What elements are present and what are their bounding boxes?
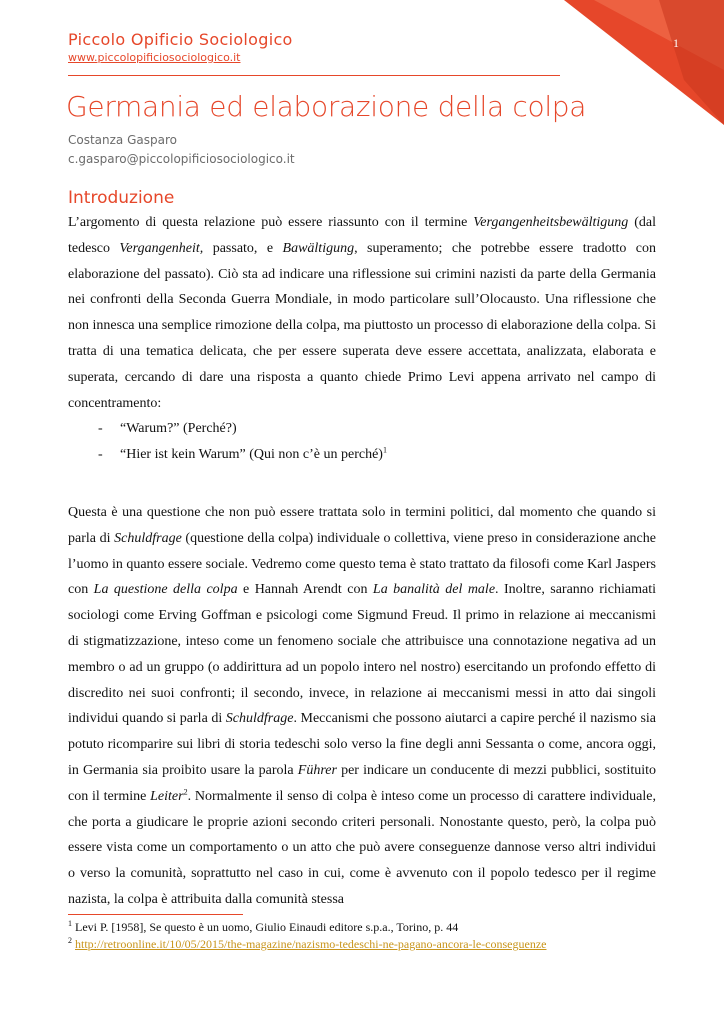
- italic-term: La questione della colpa: [93, 582, 238, 598]
- quote-list: [68, 416, 656, 468]
- italic-term: Schuldfrage: [114, 530, 182, 546]
- italic-term: Schuldfrage: [225, 711, 294, 727]
- italic-term: Vergangenheit,: [119, 240, 204, 256]
- footnote-text: Levi P. [1958], Se questo è un uomo, Giulio Einaudi editore s.p.a., Torino, p. 44: [72, 920, 459, 934]
- text-run: e Hannah Arendt con: [237, 582, 373, 598]
- list-dash: -: [98, 447, 103, 463]
- footnote-2: [68, 936, 656, 953]
- body-paragraph: [68, 500, 656, 913]
- footnote-ref[interactable]: 2: [183, 787, 188, 797]
- paragraph-gap: [68, 468, 656, 500]
- text-run: L’argomento di questa relazione può essere riassunto con il termine: [68, 215, 474, 230]
- text-run: (questione della colpa) individuale o collettiva, viene preso in considerazione anche l’uomo in quanto essere sociale. Vedremo come questo tema è stato trattato da filosofi come Karl Jaspers con: [68, 530, 656, 598]
- brand-url-link[interactable]: www.piccolopificiosociologico.it: [68, 51, 241, 64]
- footnotes: [68, 919, 656, 953]
- author-name: Costanza Gasparo: [68, 133, 177, 147]
- text-run: . Meccanismi che possono aiutarci a capire perché il nazismo sia potuto ricomparire sui libri di storia tedeschi solo verso la fine degli anni Sessanta o come, ancora oggi, in Germania sia proibito usare la parola: [68, 711, 656, 778]
- body-text: [68, 210, 656, 913]
- footnote-1: [68, 919, 656, 936]
- footnote-divider: [68, 914, 243, 915]
- list-item: [68, 416, 656, 442]
- list-item: [68, 442, 656, 468]
- text-run: (dal tedesco: [68, 215, 656, 256]
- footnote-ref[interactable]: 1: [382, 445, 387, 455]
- section-heading: Introduzione: [68, 188, 175, 208]
- page-number: 1: [673, 36, 679, 50]
- italic-term: Vergangenheitsbewältigung: [473, 215, 629, 230]
- header-divider: [68, 75, 560, 76]
- italic-term: Bawältigung: [282, 240, 355, 256]
- footnote-number: 1: [68, 919, 72, 928]
- intro-paragraph: [68, 210, 656, 416]
- list-dash: -: [98, 421, 103, 437]
- text-run: . Normalmente il senso di colpa è inteso come un processo di carattere individuale, che porta a giudicare le proprie azioni secondo criteri personali. Nonostante questo, però, la colpa può essere vista come un comportamento o un atto che può avere conseguenze dannose verso altri individui o verso la comunità, soprattutto nel caso in cui, come è avvenuto con il popolo tedesco per il regime nazista, la colpa è attribuita dalla comunità stessa: [68, 788, 656, 907]
- text-run: , superamento; che potrebbe essere tradotto con elaborazione del passato). Ciò sta ad indicare una riflessione sui crimini nazisti da parte della Germania nei confronti della Seconda Guerra Mondiale, in modo particolare sull’Olocausto. Una riflessione che non innesca una semplice rimozione della colpa, ma piuttosto un processo di elaborazione della colpa. Si tratta di una tematica delicata, che per essere superata deve essere accettata, analizzata, elaborata e superata, cercando di dare una risposta a quanto chiede Primo Levi appena arrivato nel campo di concentramento:: [68, 240, 656, 411]
- list-item-text: “Warum?” (Perché?): [120, 421, 237, 437]
- brand-title: Piccolo Opificio Sociologico: [68, 30, 293, 49]
- list-item-text: “Hier ist kein Warum” (Qui non c’è un perché): [120, 447, 383, 463]
- italic-term: La banalità del male: [372, 582, 496, 598]
- text-run: Questa è una questione che non può essere trattata solo in termini politici, dal momento che quando si parla di: [68, 504, 656, 546]
- author-email[interactable]: c.gasparo@piccolopificiosociologico.it: [68, 152, 295, 166]
- text-run: . Inoltre, saranno richiamati sociologi come Erving Goffman e psicologi come Sigmund Freud. Il primo in relazione ai meccanismi di stigmatizzazione, inteso come un fenomeno sociale che attribuisce una connotazione negativa ad un membro o ad un gruppo (o addirittura ad un popolo intero nel nostro) esercitando un profondo effetto di discredito nei suoi confronti; il secondo, invece, in relazione ai meccanismi messi in atto dai singoli individui quando si parla di: [68, 582, 657, 727]
- corner-decoration: [564, 0, 724, 125]
- document-title: Germania ed elaborazione della colpa: [66, 90, 587, 123]
- italic-term: Leiter: [150, 788, 184, 804]
- footnote-number: 2: [68, 936, 72, 945]
- text-run: per indicare un conducente di mezzi pubblici, sostituito con il termine: [68, 762, 656, 804]
- footnote-link[interactable]: http://retroonline.it/10/05/2015/the-magazine/nazismo-tedeschi-ne-pagano-ancora-le-conseguenze: [75, 937, 547, 951]
- italic-term: Führer: [297, 762, 337, 778]
- text-run: passato, e: [203, 240, 283, 256]
